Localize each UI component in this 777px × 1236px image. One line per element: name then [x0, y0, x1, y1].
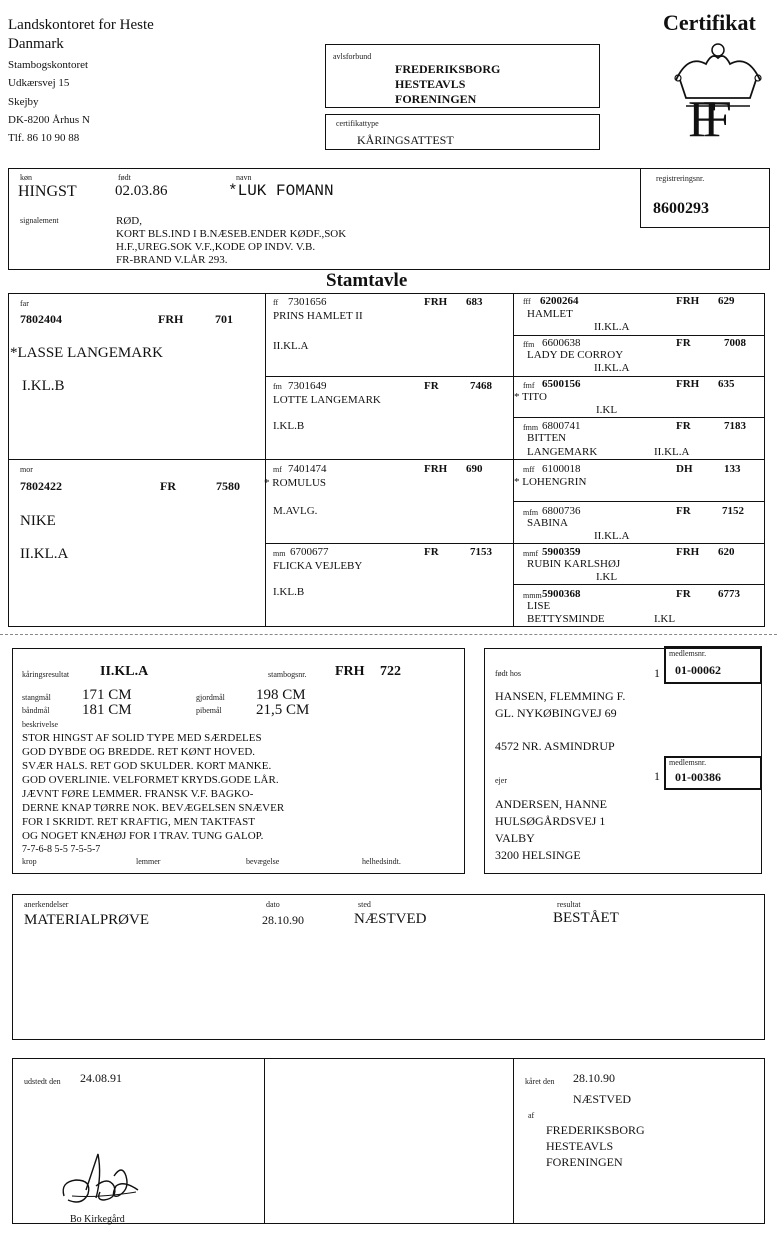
mf-number: 7401474: [288, 463, 327, 475]
owner-member-label: medlemsnr.: [669, 758, 707, 767]
ff-studno: 683: [466, 296, 483, 308]
fff-grade: II.KL.A: [594, 321, 630, 333]
judged-label: kåret den: [525, 1077, 555, 1086]
recognition-label: anerkendelser: [24, 900, 69, 909]
association-line-2: HESTEAVLS: [395, 77, 466, 91]
address-line-3: DK-8200 Århus N: [8, 114, 90, 126]
dam-name: NIKE: [20, 513, 56, 529]
office-name: Stambogskontoret: [8, 59, 89, 71]
breeder-label: født hos: [495, 669, 521, 678]
mmm-studno: 6773: [718, 588, 740, 600]
stud-value: FRH: [335, 664, 365, 679]
description-line-7: FOR I SKRIDT. RET KRAFTIG, MEN TAKTFAST: [22, 816, 255, 828]
born-value: 02.03.86: [115, 183, 168, 199]
mf-name: * ROMULUS: [264, 477, 327, 489]
mm-name: FLICKA VEJLEBY: [273, 560, 363, 572]
ff-grade: II.KL.A: [273, 340, 309, 352]
sex-value: HINGST: [18, 183, 77, 200]
signalement-line-2: KORT BLS.IND I B.NÆSEB.ENDER KØDF.,SOK: [116, 228, 347, 240]
mmf-label: mmf: [523, 549, 539, 558]
stang-label: stangmål: [22, 693, 51, 702]
owner-line-2: HULSØGÅRDSVEJ 1: [495, 814, 606, 828]
mff-number: 6100018: [542, 463, 581, 475]
ffm-stud: FR: [676, 337, 691, 349]
mff-studno: 133: [724, 463, 741, 475]
judged-by-line-3: FORENINGEN: [546, 1155, 623, 1169]
signalement-line-4: FR-BRAND V.LÅR 293.: [116, 254, 228, 266]
pedigree-grid: [8, 293, 765, 627]
owner-label: ejer: [495, 776, 507, 785]
mmf-stud: FRH: [676, 546, 700, 558]
score-label-lemmer: lemmer: [136, 857, 161, 866]
mff-stud: DH: [676, 463, 693, 475]
owner-member-number: 01-00386: [675, 770, 721, 784]
signer-name: Bo Kirkegård: [70, 1214, 125, 1225]
mmf-name: RUBIN KARLSHØJ: [527, 558, 621, 570]
mf-label: mf: [273, 465, 282, 474]
mmm-name: LISE: [527, 600, 551, 612]
baand-value: 181 CM: [82, 702, 132, 718]
judged-by-line-1: FREDERIKSBORG: [546, 1123, 645, 1137]
mfm-name: SABINA: [527, 517, 568, 529]
ffm-grade: II.KL.A: [594, 362, 630, 374]
description-line-3: SVÆR HALS. RET GOD SKULDER. KORT MANKE.: [22, 760, 272, 772]
fff-studno: 629: [718, 295, 735, 307]
score-label-krop: krop: [22, 857, 37, 866]
mmm-label: mmm: [523, 591, 542, 600]
breeder-count: 1: [654, 666, 660, 680]
org-name-line-2: Danmark: [8, 36, 64, 52]
address-line-1: Udkærsvej 15: [8, 77, 70, 89]
address-line-2: Skejby: [8, 96, 39, 108]
ff-name: PRINS HAMLET II: [273, 310, 363, 322]
recognition-place: NÆSTVED: [354, 911, 427, 927]
org-name-line-1: Landskontoret for Heste: [8, 17, 154, 33]
stang-value: 171 CM: [82, 687, 132, 703]
judged-place: NÆSTVED: [573, 1092, 632, 1106]
dam-studno: 7580: [216, 479, 240, 493]
certificate-title: Certifikat: [663, 10, 756, 35]
fmm-name: BITTEN: [527, 432, 567, 444]
sire-studno: 701: [215, 312, 233, 326]
mmm-grade: I.KL: [654, 613, 676, 625]
mm-stud: FR: [424, 546, 439, 558]
fm-number: 7301649: [288, 380, 327, 392]
recognition-place-label: sted: [358, 900, 371, 909]
judged-by-label: af: [528, 1111, 535, 1120]
fmm-number: 6800741: [542, 420, 581, 432]
mf-studno: 690: [466, 463, 483, 475]
issued-date: 24.08.91: [80, 1071, 122, 1085]
mmm-stud: FR: [676, 588, 691, 600]
crest-monogram: FF: [688, 91, 718, 148]
fff-stud: FRH: [676, 295, 700, 307]
signalement-label: signalement: [20, 216, 59, 225]
mmm-number: 5900368: [542, 588, 581, 600]
fmm-studno: 7183: [724, 420, 746, 432]
fold-line: [0, 634, 777, 635]
breeder-member-label: medlemsnr.: [669, 649, 707, 658]
mfm-grade: II.KL.A: [594, 530, 630, 542]
breeder-member-number: 01-00062: [675, 663, 721, 677]
dam-grade: II.KL.A: [20, 546, 69, 562]
owner-line-3: VALBY: [495, 831, 535, 845]
registration-number: 8600293: [653, 200, 709, 217]
crown-crest-icon: [668, 40, 768, 160]
score-label-bevaegelse: bevægelse: [246, 857, 280, 866]
owner-line-1: ANDERSEN, HANNE: [495, 797, 607, 811]
description-line-4: GOD OVERLINIE. VELFORMET KRYDS.GODE LÅR.: [22, 774, 279, 786]
fmf-stud: FRH: [676, 378, 700, 390]
dam-number: 7802422: [20, 479, 62, 493]
fff-name: HAMLET: [527, 308, 573, 320]
pedigree-title: Stamtavle: [326, 270, 408, 291]
mmf-number: 5900359: [542, 546, 581, 558]
sire-stud: FRH: [158, 312, 184, 326]
fff-label: fff: [523, 297, 531, 306]
mf-grade: M.AVLG.: [273, 505, 318, 517]
ff-number: 7301656: [288, 296, 327, 308]
breeder-line-2: GL. NYKØBINGVEJ 69: [495, 706, 617, 720]
description-line-2: GOD DYBDE OG BREDDE. RET KØNT HOVED.: [22, 746, 256, 758]
stud-label: stambogsnr.: [268, 670, 307, 679]
score-label-helhed: helhedsindt.: [362, 857, 401, 866]
description-line-5: JÆVNT FØRE LEMMER. FRANSK V.F. BAGKO-: [22, 788, 254, 800]
sire-label: far: [20, 299, 29, 308]
registration-label: registreringsnr.: [656, 174, 705, 183]
mfm-studno: 7152: [722, 505, 744, 517]
owner-line-4: 3200 HELSINGE: [495, 848, 581, 862]
fm-label: fm: [273, 382, 282, 391]
recognition-date: 28.10.90: [262, 913, 304, 927]
owner-count: 1: [654, 769, 660, 783]
result-value: II.KL.A: [100, 664, 149, 679]
mfm-number: 6800736: [542, 505, 581, 517]
fmm-label: fmm: [523, 423, 539, 432]
breeder-line-1: HANSEN, FLEMMING F.: [495, 689, 626, 703]
born-label: født: [118, 173, 131, 182]
pibe-value: 21,5 CM: [256, 702, 310, 718]
recognition-result-label: resultat: [557, 900, 581, 909]
judged-date: 28.10.90: [573, 1071, 615, 1085]
recognition-name: MATERIALPRØVE: [24, 912, 150, 928]
recognition-date-label: dato: [266, 900, 280, 909]
mmf-studno: 620: [718, 546, 735, 558]
fm-stud: FR: [424, 380, 439, 392]
mmf-grade: I.KL: [596, 571, 618, 583]
address-phone: Tlf. 86 10 90 88: [8, 132, 80, 144]
fmf-name: * TITO: [514, 391, 547, 403]
baand-label: båndmål: [22, 706, 50, 715]
mm-label: mm: [273, 549, 286, 558]
recognition-result: BESTÅET: [553, 910, 619, 926]
description-line-6: DERNE KNAP TØRRE NOK. BEVÆGELSEN SNÆVER: [22, 802, 285, 814]
fmf-number: 6500156: [542, 378, 581, 390]
fmf-grade: I.KL: [596, 404, 618, 416]
pibe-label: pibemål: [196, 706, 222, 715]
gjord-value: 198 CM: [256, 687, 306, 703]
association-line-3: FORENINGEN: [395, 92, 477, 106]
breeder-line-4: 4572 NR. ASMINDRUP: [495, 739, 615, 753]
description-line-8: OG NOGET KNÆHØJ FOR I TRAV. TUNG GALOP.: [22, 830, 264, 842]
mff-name: * LOHENGRIN: [514, 476, 587, 488]
description-label: beskrivelse: [22, 720, 58, 729]
certificate-type-label: certifikattype: [336, 119, 379, 128]
mm-studno: 7153: [470, 546, 492, 558]
ffm-label: ffm: [523, 340, 535, 349]
description-line-1: STOR HINGST AF SOLID TYPE MED SÆRDELES: [22, 732, 262, 744]
name-label: navn: [236, 173, 252, 182]
issued-label: udstedt den: [24, 1077, 61, 1086]
mm-grade: I.KL.B: [273, 586, 305, 598]
fff-number: 6200264: [540, 295, 579, 307]
scores: 7-7-6-8 5-5 7-5-5-7: [22, 844, 101, 855]
signalement-line-3: H.F.,UREG.SOK V.F.,KODE OP INDV. V.B.: [116, 241, 316, 253]
mm-number: 6700677: [290, 546, 329, 558]
fm-studno: 7468: [470, 380, 492, 392]
association-label: avlsforbund: [333, 52, 372, 61]
signalement-line-1: RØD,: [116, 215, 142, 227]
fm-grade: I.KL.B: [273, 420, 305, 432]
mfm-stud: FR: [676, 505, 691, 517]
fm-name: LOTTE LANGEMARK: [273, 394, 381, 406]
result-label: kåringsresultat: [22, 670, 70, 679]
horse-name: *LUK FOMANN: [228, 182, 334, 200]
sire-name: *LASSE LANGEMARK: [10, 345, 163, 361]
dam-stud: FR: [160, 479, 176, 493]
ffm-name: LADY DE CORROY: [527, 349, 624, 361]
sire-grade: I.KL.B: [22, 378, 65, 394]
signature-mark: [58, 1146, 148, 1212]
association-line-1: FREDERIKSBORG: [395, 62, 501, 76]
judged-by-line-2: HESTEAVLS: [546, 1139, 614, 1153]
stud-number: 722: [380, 664, 401, 679]
mf-stud: FRH: [424, 463, 448, 475]
mff-label: mff: [523, 465, 535, 474]
sex-label: køn: [20, 173, 32, 182]
ff-stud: FRH: [424, 296, 448, 308]
fmm-grade: II.KL.A: [654, 446, 690, 458]
ffm-studno: 7008: [724, 337, 746, 349]
mmm-name-2: BETTYSMINDE: [527, 613, 605, 625]
fmm-name-2: LANGEMARK: [527, 446, 598, 458]
ffm-number: 6600638: [542, 337, 581, 349]
dam-label: mor: [20, 465, 33, 474]
gjord-label: gjordmål: [196, 693, 225, 702]
mfm-label: mfm: [523, 508, 539, 517]
certificate-type-value: KÅRINGSATTEST: [357, 133, 454, 147]
fmf-studno: 635: [718, 378, 735, 390]
fmm-stud: FR: [676, 420, 691, 432]
fmf-label: fmf: [523, 381, 535, 390]
sire-number: 7802404: [20, 312, 62, 326]
ff-label: ff: [273, 298, 279, 307]
